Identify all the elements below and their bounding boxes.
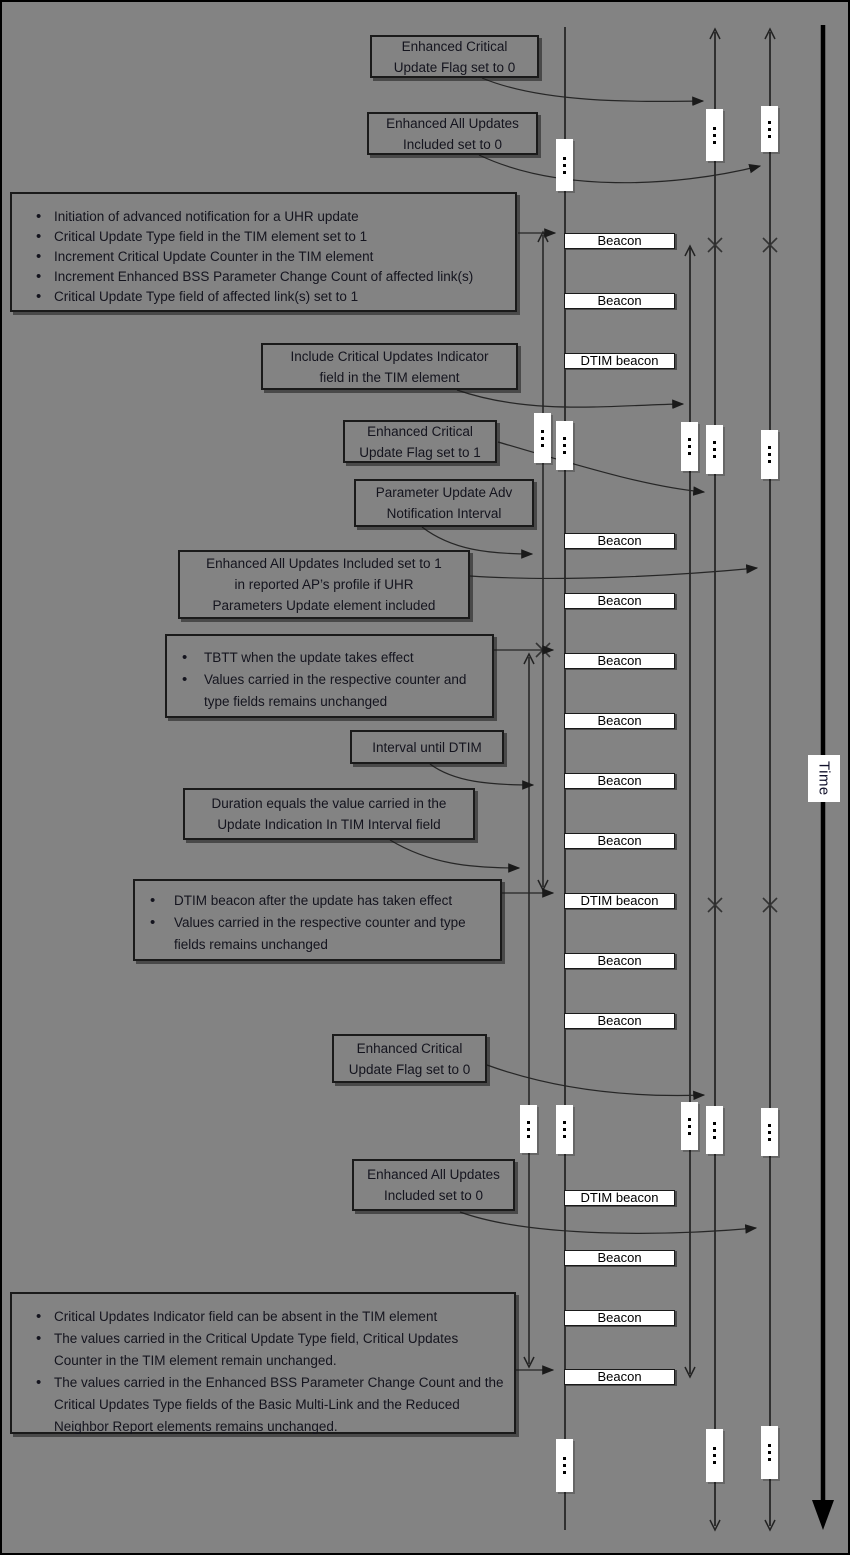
callout-text-line: Enhanced All Updates Included set to 1 [206, 556, 442, 571]
connector-c7 [470, 568, 757, 578]
callout-enhanced-all-updates-0-bottom [352, 1159, 515, 1211]
beacon-box: Beacon [564, 533, 675, 549]
beacon-box: Beacon [564, 953, 675, 969]
dtim-beacon-box: DTIM beacon [564, 353, 675, 369]
callout-text-line: in reported AP’s profile if UHR [234, 577, 414, 592]
callout-enhanced-all-updates-1 [178, 550, 470, 619]
callout-text-line: Enhanced All Updates [367, 1167, 500, 1182]
bullet-item: • The values carried in the Critical Update Type field, Critical Updates Counter in the TIM element remain unchanged. [54, 1328, 506, 1372]
beacon-box: Beacon [564, 1250, 675, 1266]
bullet-item: • DTIM beacon after the update has taken effect [174, 890, 492, 912]
time-axis-label: Time [808, 755, 840, 802]
callout-text-line: Parameters Update element included [212, 598, 436, 613]
beacon-box: Beacon [564, 233, 675, 249]
callout-text-line: Included set to 0 [402, 136, 503, 152]
beacon-box: Beacon [564, 833, 675, 849]
callout-text-line: field in the TIM element [319, 369, 460, 385]
bullet-item: • TBTT when the update takes effect [204, 647, 486, 669]
connector-c2 [479, 155, 760, 183]
callout-include-cui-field [261, 343, 518, 390]
bullet-item: • The values carried in the Enhanced BSS Parameter Change Count and the Critical Updates Type fields of the Basic Multi-Link and the Reduced Neighbor Report elements remains unchanged. [54, 1372, 506, 1438]
callout-text-line: Enhanced Critical [367, 423, 473, 439]
connector-c13 [460, 1212, 756, 1233]
interval-lines [529, 235, 543, 1364]
timelines [565, 27, 770, 1530]
beacon-box: Beacon [564, 293, 675, 309]
callout-param-update-adv-interval [354, 479, 534, 527]
connector-c10 [390, 840, 519, 868]
bullet-item: • Increment Critical Update Counter in the TIM element [54, 247, 509, 267]
beacon-box: Beacon [564, 1369, 675, 1385]
dtim-beacon-box: DTIM beacon [564, 1190, 675, 1206]
callout-interval-until-dtim [350, 730, 504, 764]
bullet-item: • Critical Updates Indicator field can be absent in the TIM element [54, 1306, 506, 1328]
bullet-item: • Initiation of advanced notification for a UHR update [54, 207, 509, 227]
callout-text-line: Duration equals the value carried in the [211, 796, 447, 811]
bullet-list [54, 207, 509, 307]
line-end-arrows [524, 29, 775, 1530]
callout-text-line: Include Critical Updates Indicator [290, 348, 489, 364]
callout-enhanced-critical-flag-1 [343, 420, 497, 463]
callout-cui-absent-bullets [10, 1292, 516, 1434]
bullet-list [54, 1306, 506, 1438]
callout-dtim-after-update-bullets [133, 879, 502, 961]
callout-text-line: Included set to 0 [383, 1188, 484, 1203]
callout-text-line: Enhanced Critical [356, 1040, 463, 1056]
bullet-list [174, 890, 492, 956]
callout-text-line: Update Flag set to 0 [393, 59, 516, 75]
bullet-list [204, 647, 486, 713]
callout-text-line: Update Flag set to 1 [359, 444, 481, 460]
connector-c4 [457, 390, 683, 407]
bullet-item: • Values carried in the respective counter and type fields remains unchanged [174, 912, 492, 956]
callout-text-line: Update Flag set to 0 [348, 1061, 471, 1077]
bullet-item: • Critical Update Type field in the TIM element set to 1 [54, 227, 509, 247]
callout-enhanced-critical-flag-0-top [370, 35, 539, 78]
beacon-box: Beacon [564, 1013, 675, 1029]
connector-c12 [487, 1065, 704, 1095]
bullet-item: • Values carried in the respective counter and type fields remains unchanged [204, 669, 486, 713]
callout-enhanced-all-updates-0-top [367, 112, 538, 155]
connector-c9 [430, 764, 533, 785]
callout-text-line: Enhanced Critical [401, 38, 508, 54]
callout-text-line: Update Indication In TIM Interval field [217, 817, 441, 832]
callout-enhanced-critical-flag-0-bottom [332, 1034, 487, 1083]
callout-text-line: Notification Interval [386, 506, 502, 521]
beacon-box: Beacon [564, 653, 675, 669]
beacon-box: Beacon [564, 1310, 675, 1326]
connector-c1 [482, 78, 703, 101]
beacon-box: Beacon [564, 773, 675, 789]
beacon-box: Beacon [564, 593, 675, 609]
beacon-box: Beacon [564, 713, 675, 729]
time-axis-arrowhead-icon [812, 1500, 834, 1530]
callout-initiation-bullets [10, 192, 517, 312]
bullet-item: • Increment Enhanced BSS Parameter Change Count of affected link(s) [54, 267, 509, 287]
callout-tbtt-bullets [165, 634, 494, 718]
callout-text-line: Parameter Update Adv [375, 485, 513, 500]
callout-text-line: Enhanced All Updates [386, 115, 519, 131]
callout-duration-equals [183, 788, 475, 840]
bullet-item: • Critical Update Type field of affected link(s) set to 1 [54, 287, 509, 307]
callout-text-line: Interval until DTIM [372, 739, 482, 755]
dtim-beacon-box: DTIM beacon [564, 893, 675, 909]
